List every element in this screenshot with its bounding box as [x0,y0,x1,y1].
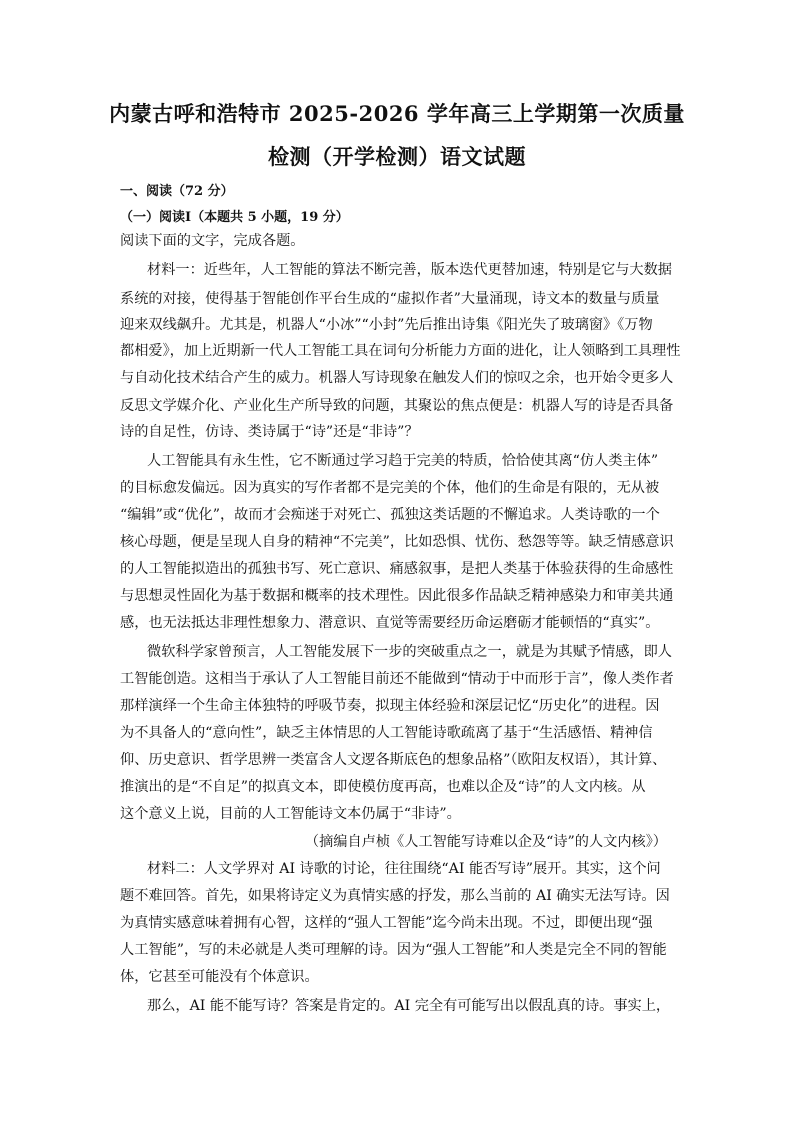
paragraph-line: 反思文学媒介化、产业化生产所导致的问题，其聚讼的焦点便是：机器人写的诗是否具备 [120,398,674,414]
paragraph-line: 这个意义上说，目前的人工智能诗文本仍属于“非诗”。 [120,806,461,822]
paragraph-line: 微软科学家曾预言，人工智能发展下一步的突破重点之一，就是为其赋予情感，即人 [147,644,672,660]
paragraph-line: 为真情实感意味着拥有心智，这样的“强人工智能”迄今尚未出现。不过，即便出现“强 [120,915,653,931]
document-title-line-1: 内蒙古呼和浩特市 2025-2026 学年高三上学期第一次质量 [109,101,685,126]
subsection-heading: （一）阅读Ⅰ（本题共 5 小题，19 分） [120,210,349,225]
paragraph-line: 诗的自足性，仿诗、类诗属于“诗”还是“非诗”？ [120,424,419,440]
paragraph-line: 的目标愈发偏远。因为真实的写作者都不是完美的个体，他们的生命是有限的，无从被 [120,480,660,496]
paragraph-line: 系统的对接，使得基于智能创作平台生成的“虚拟作者”大量涌现，诗文本的数量与质量 [120,291,660,307]
paragraph-line: 人工智能”，写的未必就是人类可理解的诗。因为“强人工智能”和人类是完全不同的智能 [120,942,667,958]
paragraph-line: 的人工智能拟造出的孤独书写、死亡意识、痛感叙事，是把人类基于体验获得的生命感性 [120,561,674,577]
paragraph-line: 都相爱》，加上近期新一代人工智能工具在词句分析能力方面的进化，让人领略到工具理性 [120,343,681,359]
paragraph-line: 推演出的是“不自足”的拟真文本，即使模仿度再高，也难以企及“诗”的人文内核。从 [120,779,646,795]
paragraph-line: 仰、历史意识、哲学思辨一类富含人文逻各斯底色的想象品格”（欧阳友权语），其计算、 [120,752,667,768]
paragraph-line: 感，也无法抵达非理性想象力、潜意识、直觉等需要经历命运磨砺才能顿悟的“真实”。 [120,615,660,631]
paragraph-line: 为不具备人的“意向性”，缺乏主体情思的人工智能诗歌疏离了基于“生活感悟、精神信 [120,725,653,741]
paragraph-line: 那样演绎一个生命主体独特的呼吸节奏，拟现主体经验和深层记忆“历史化”的进程。因 [120,698,660,714]
paragraph-line: 那么，AI 能不能写诗？答案是肯定的。AI 完全有可能写出以假乱真的诗。事实上， [147,998,671,1014]
paragraph-line: “编辑”或“优化”，故而才会痴迷于对死亡、孤独这类话题的不懈追求。人类诗歌的一个 [120,507,660,523]
paragraph-line: 迎来双线飙升。尤其是，机器人“小冰”“小封”先后推出诗集《阳光失了玻璃窗》《万物 [120,317,653,333]
paragraph-line: 核心母题，便是呈现人自身的精神“不完美”，比如恐惧、忧伤、愁怨等等。缺乏情感意识 [120,534,674,550]
paragraph-line: 材料二：人文学界对 AI 诗歌的讨论，往往围绕“AI 能否写诗”展开。其实，这个问 [147,861,661,877]
source-citation: （摘编自卢桢《人工智能写诗难以企及“诗”的人文内核》） [304,834,667,850]
paragraph-line: 与思想灵性固化为基于数据和概率的技术理性。因此很多作品缺乏精神感染力和审美共通 [120,588,674,604]
paragraph-line: 工智能创造。这相当于承认了人工智能目前还不能做到“情动于中而形于言”，像人类作者 [120,671,674,687]
paragraph-line: 材料一：近些年，人工智能的算法不断完善，版本迭代更替加速，特别是它与大数据 [147,262,672,278]
paragraph-line: 体，它甚至可能没有个体意识。 [120,969,319,985]
document-title-line-2: 检测（开学检测）语文试题 [268,144,526,169]
instruction-text: 阅读下面的文字，完成各题。 [120,233,305,249]
paragraph-line: 与自动化技术结合产生的威力。机器人写诗现象在触发人们的惊叹之余，也开始令更多人 [120,370,674,386]
paragraph-line: 题不难回答。首先，如果将诗定义为真情实感的抒发，那么当前的 AI 确实无法写诗。因 [120,888,670,904]
paragraph-line: 人工智能具有永生性，它不断通过学习趋于完美的特质，恰恰使其离“仿人类主体” [147,453,659,469]
section-heading: 一、阅读（72 分） [120,184,234,199]
